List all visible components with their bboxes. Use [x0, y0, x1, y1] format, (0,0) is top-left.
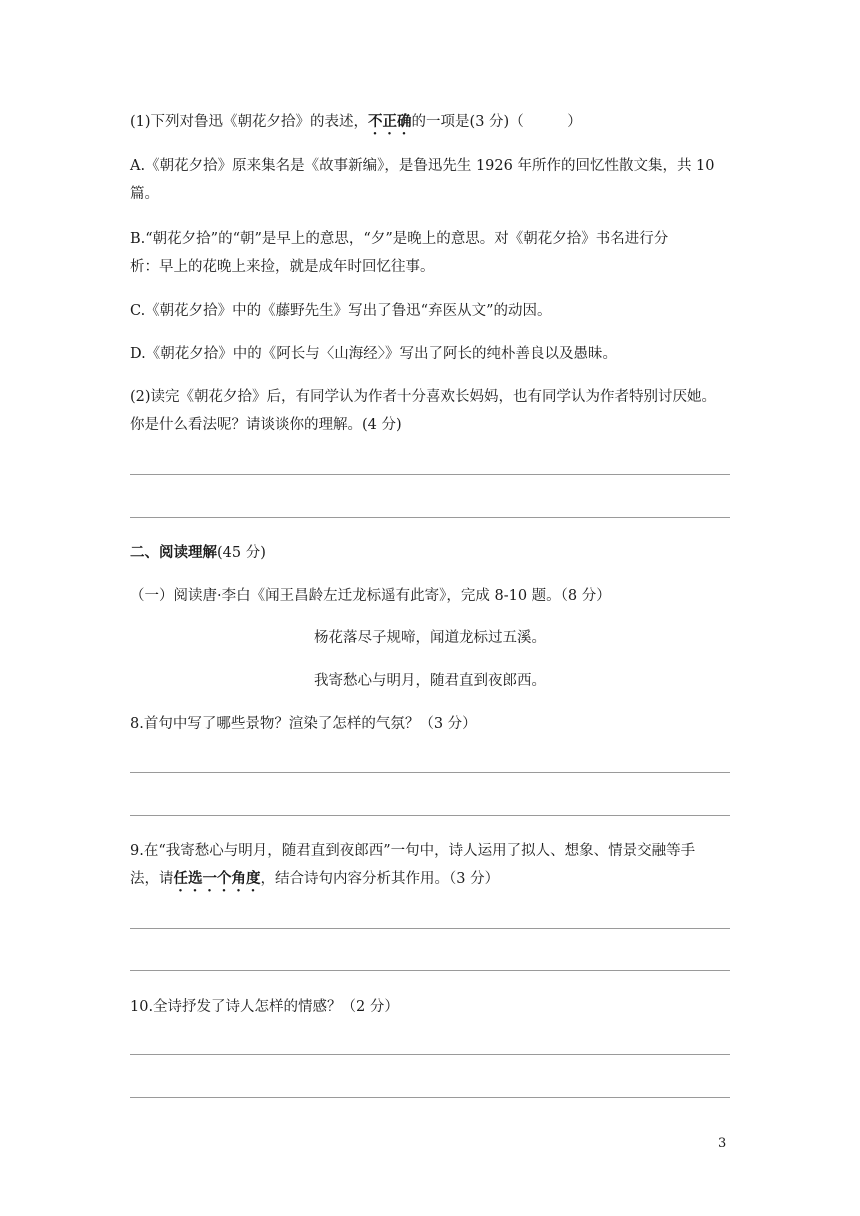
answer-line	[130, 517, 730, 518]
option-b-line1: B.“朝花夕拾”的“朝”是早上的意思，“夕”是晚上的意思。对《朝花夕拾》书名进行分	[130, 231, 669, 247]
option-a-line2: 篇。	[130, 186, 159, 202]
answer-line	[130, 1097, 730, 1098]
answer-line	[130, 772, 730, 773]
q1-stem	[130, 112, 730, 138]
q1-stem-emphasis: 不正确	[368, 114, 412, 130]
part1-intro: （一）阅读唐·李白《闻王昌龄左迁龙标遥有此寄》，完成 8-10 题。（8 分）	[130, 588, 611, 604]
q9-line2-after: ，结合诗句内容分析其作用。（3 分）	[260, 871, 500, 887]
answer-line	[130, 928, 730, 929]
question-9-line2	[130, 869, 730, 895]
q1-stem-before: (1)下列对鲁迅《朝花夕拾》的表述，	[130, 114, 369, 130]
q1-stem-after: 的一项是(3 分)（ ）	[411, 114, 582, 130]
question-9-line1: 9.在“我寄愁心与明月，随君直到夜郎西”一句中，诗人运用了拟人、想象、情景交融等手	[130, 843, 696, 859]
answer-line	[130, 970, 730, 971]
option-b-line2: 析：早上的花晚上来捡，就是成年时回忆往事。	[130, 259, 435, 275]
question-10: 10.全诗抒发了诗人怎样的情感？（2 分）	[130, 999, 399, 1015]
answer-line	[130, 1054, 730, 1055]
q2-line1: (2)读完《朝花夕拾》后，有同学认为作者十分喜欢长妈妈，也有同学认为作者特别讨厌她。	[130, 389, 717, 405]
q9-line2-before: 法，请	[130, 871, 174, 887]
answer-line	[130, 815, 730, 816]
option-a-line1: A.《朝花夕拾》原来集名是《故事新编》，是鲁迅先生 1926 年所作的回忆性散文集，共 10	[130, 158, 715, 174]
section-title: 二、阅读理解	[130, 545, 217, 561]
q9-emphasis: 任选一个角度	[173, 871, 261, 887]
section-score: (45 分)	[217, 545, 266, 561]
poem-line-2: 我寄愁心与明月，随君直到夜郎西。	[314, 673, 546, 689]
poem-line-1: 杨花落尽子规啼，闻道龙标过五溪。	[314, 630, 546, 646]
q2-line2: 你是什么看法呢？请谈谈你的理解。(4 分)	[130, 417, 402, 433]
question-8: 8.首句中写了哪些景物？渲染了怎样的气氛？（3 分）	[130, 716, 477, 732]
answer-line	[130, 474, 730, 475]
option-d: D.《朝花夕拾》中的《阿长与〈山海经〉》写出了阿长的纯朴善良以及愚昧。	[130, 346, 617, 362]
page-number: 3	[718, 1136, 727, 1151]
section-heading	[130, 543, 730, 563]
option-c: C.《朝花夕拾》中的《藤野先生》写出了鲁迅“弃医从文”的动因。	[130, 303, 552, 319]
